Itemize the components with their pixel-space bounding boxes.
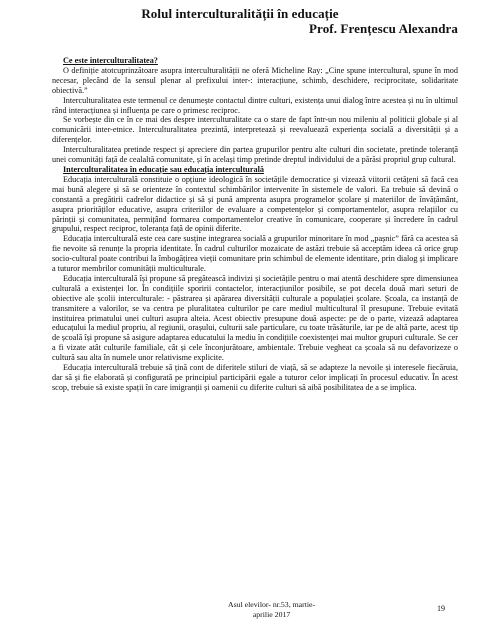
paragraph: Se vorbește din ce în ce mai des despre interculturalitate ca o stare de fapt într-un nou mileniu al politicii globale și al comunicării inter-etnice. Interculturalitatea prezintă, interpretează și reevaluează experiența socială a diversității și a diferențelor. bbox=[52, 115, 458, 145]
paragraph: Educația interculturală este cea care susține integrarea socială a grupurilor minoritare în mod „pașnic” fără ca acestea să fie nevoite să renunțe la propria identitate. În cadrul culturilor mozaicate de astăzi trebuie să acceptăm ideea că orice grup socio-cultural poate contribui la îmbogățirea vieții comunitare prin schimbul de elemente identitare, prin dialog și implicare a tuturor membrilor comunității multiculturale. bbox=[52, 234, 458, 274]
footer-publication bbox=[228, 600, 315, 620]
article-title: Rolul interculturalității în educație bbox=[141, 6, 339, 21]
paragraph: Educația interculturală constituie o opțiune ideologică în societățile democratice și vizează viitorii cetățeni să facă cea mai bună alegere și să se orienteze în contextul schimbărilor intervenite în sistemele de valori. Ea trebuie să devină o constantă a pregătirii cadrelor didactice și să și pună amprenta asupra programelor școlare și materiilor de învățământ, asupra priorităților educative, asupra criteriilor de evaluare a competențelor și comportamentelor, asupra relațiilor cu părinții și comunitatea, permițând formarea comportamentelor creative în comunicare, cooperare și încredere în cadrul grupului, respect reciproc, toleranța față de opinii diferite. bbox=[52, 174, 458, 234]
paragraph: Interculturalitatea este termenul ce denumește contactul dintre culturi, existența unui dialog între acestea și nu în ultimul rând interacțiunea și influența pe care o primesc reciproc. bbox=[52, 95, 458, 115]
paragraph: Educația interculturală își propune să pregătească indivizi și societățile pentru o mai atentă deschidere spre dimensiunea culturală a existenței lor. În condițiile sporirii contactelor, interacțiunilor posibile, se pot decela două mari seturi de obiective ale școlii interculturale: - păstrarea și apărarea diversității culturale a populației școlare. Școala, ca instanță de transmitere a valorilor, se va centra pe pluralitatea culturilor pe care mediul multicultural îl presupune. Trebuie evitată instituirea primatului unei culturi asupra alteia. Acest obiectiv presupune două aspecte: pe de o parte, vizează adaptarea educațului la mediul propriu, al regiunii, orașului, culturii sale particulare, cu toate trăsăturile, iar pe de altă parte, acest tip de școală își propune să asigure adaptarea educatului la mediu în condițiile coexistenței mai multor grupuri culturale. Se cer a fi vizate atât culturile familiale, cât și cele înconjurătoare, ambientale. Trebuie vegheat ca școala să nu defavorizeze o cultură sau alta în numele unor relativisme explicite. bbox=[52, 273, 458, 363]
section-heading-education: Interculturalitatea în educație sau educația interculturală bbox=[63, 164, 264, 174]
article-author: Prof. Frențescu Alexandra bbox=[309, 21, 458, 36]
paragraph: O definiție atotcuprinzătoare asupra interculturalității ne oferă Micheline Ray: „Cine spune intercultural, spune în mod necesar, plecând de la sensul plenar al prefixului inter-: interacțiune, schimb, deschidere, reciprocitate, solidaritate obiectivă.” bbox=[52, 65, 458, 95]
section-heading-intro: Ce este interculturalitatea? bbox=[63, 56, 158, 65]
footer-line: aprilie 2017 bbox=[252, 610, 291, 619]
paragraph: Interculturalitatea pretinde respect și apreciere din partea grupurilor pentru alte culturi din societate, pretinde toleranță unei comunități față de cealaltă comunitate, și în același timp pretinde dreptul individului de a părăsi propriul grup cultural. bbox=[52, 145, 458, 165]
paragraph: Educația interculturală trebuie să țină cont de diferitele stiluri de viață, să se adapteze la nevoile și interesele fiecăruia, dar să și fie elaborată și configurată pe principiul participării egale a tuturor celor implicați în procesul educativ. În acest scop, trebuie să existe spații în care imigranții și oamenii cu diferite culturi să aibă posibilitatea de a se implica. bbox=[52, 363, 458, 392]
page-number: 19 bbox=[437, 604, 445, 613]
footer-line: Asul elevilor- nr.53, martie- bbox=[228, 600, 316, 609]
article-body bbox=[52, 56, 458, 393]
